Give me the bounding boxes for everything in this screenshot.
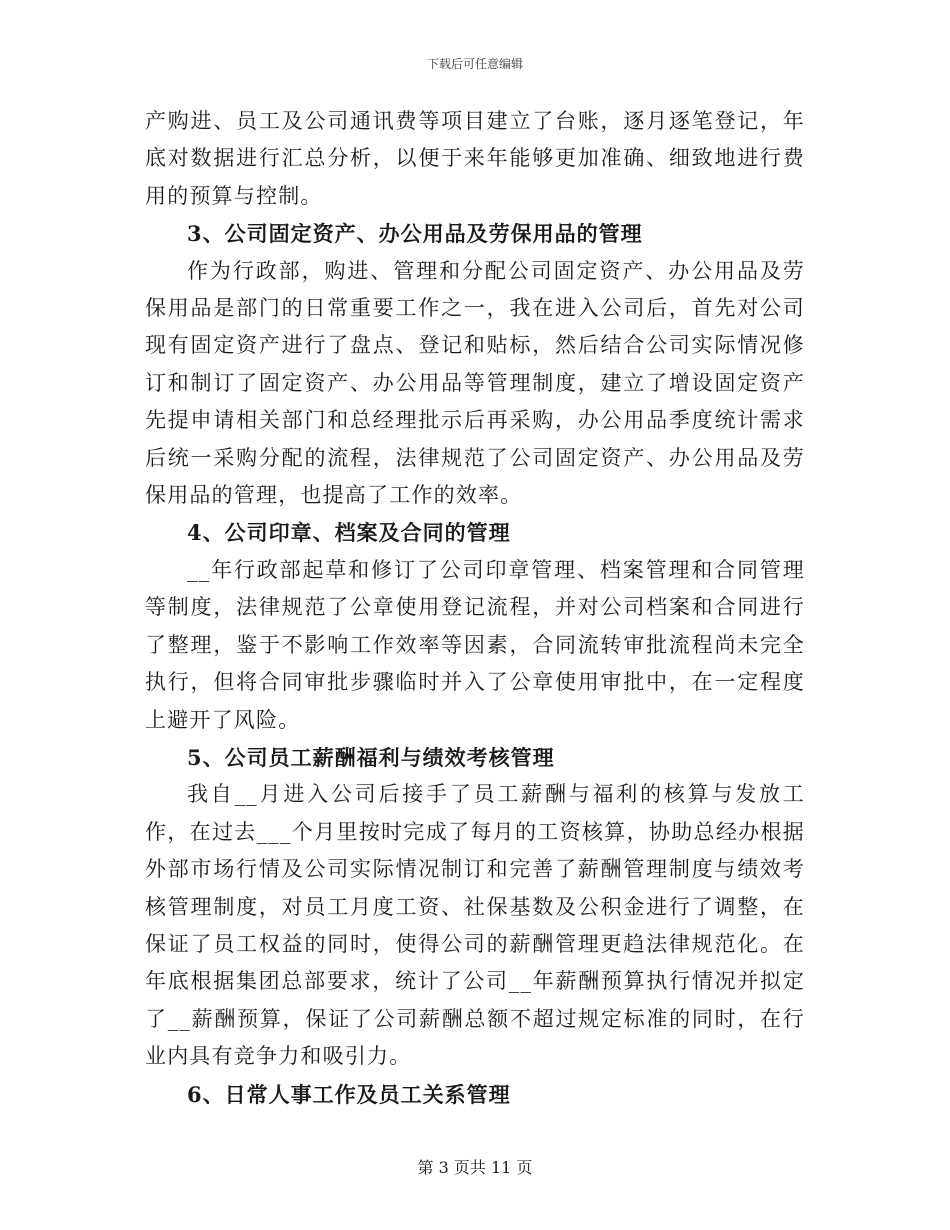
section-5-heading: 5、公司员工薪酬福利与绩效考核管理 — [187, 744, 555, 770]
page-number: 第 3 页共 11 页 — [417, 1158, 533, 1177]
section-3-heading: 3、公司固定资产、办公用品及劳保用品的管理 — [187, 221, 643, 247]
section-6-heading: 6、日常人事工作及员工关系管理 — [187, 1081, 511, 1107]
paragraph-continued: 产购进、员工及公司通讯费等项目建立了台账，逐月逐笔登记，年底对数据进行汇总分析，以便于来年能够更加准确、细致地进行费用的预算与控制。 — [145, 109, 805, 208]
header-note: 下载后可任意编辑 — [426, 57, 523, 71]
section-3-paragraph: 作为行政部，购进、管理和分配公司固定资产、办公用品及劳保用品是部门的日常重要工作之一，我在进入公司后，首先对公司现有固定资产进行了盘点、登记和贴标，然后结合公司实际情况修订和制订了固定资产、办公用品等管理制度，建立了增设固定资产先提申请相关部门和总经理批示后再采购，办公用品季度统计需求后统一采购分配的流程，法律规范了公司固定资产、办公用品及劳保用品的管理，也提高了工作的效率。 — [145, 258, 805, 508]
section-4-heading: 4、公司印章、档案及合同的管理 — [187, 520, 511, 546]
document-body — [145, 103, 805, 1113]
section-4-paragraph: __年行政部起草和修订了公司印章管理、档案管理和合同管理等制度，法律规范了公章使用登记流程，并对公司档案和合同进行了整理，鉴于不影响工作效率等因素，合同流转审批流程尚未完全执行，但将合同审批步骤临时并入了公章使用审批中，在一定程度上避开了风险。 — [145, 557, 805, 732]
section-5-paragraph: 我自__月进入公司后接手了员工薪酬与福利的核算与发放工作，在过去___个月里按时完成了每月的工资核算，协助总经办根据外部市场行情及公司实际情况制订和完善了薪酬管理制度与绩效考核管理制度，对员工月度工资、社保基数及公积金进行了调整，在保证了员工权益的同时，使得公司的薪酬管理更趋法律规范化。在年底根据集团总部要求，统计了公司__年薪酬预算执行情况并拟定了__薪酬预算，保证了公司薪酬总额不超过规定标准的同时，在行业内具有竞争力和吸引力。 — [145, 782, 805, 1069]
